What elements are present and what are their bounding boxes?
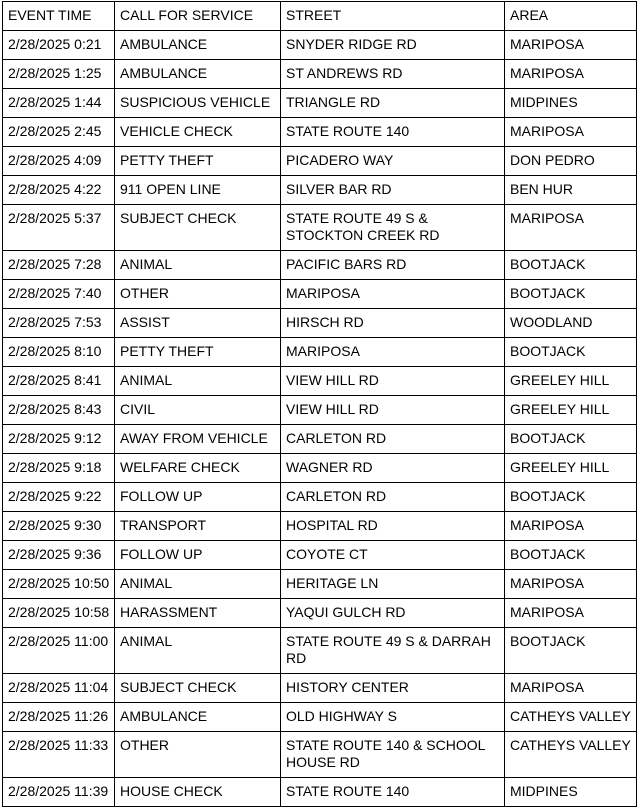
event-time-cell: 2/28/2025 1:44: [3, 89, 115, 118]
street-cell: STATE ROUTE 49 S & STOCKTON CREEK RD: [281, 205, 505, 251]
street-cell: STATE ROUTE 49 S & DARRAH RD: [281, 628, 505, 674]
area-cell: BOOTJACK: [505, 628, 637, 674]
call-for-service-cell: ASSIST: [115, 309, 281, 338]
table-row: [3, 31, 637, 60]
street-cell: TRIANGLE RD: [281, 89, 505, 118]
street-cell: HERITAGE LN: [281, 570, 505, 599]
call-for-service-cell: ANIMAL: [115, 628, 281, 674]
event-time-cell: 2/28/2025 9:18: [3, 454, 115, 483]
area-cell: MARIPOSA: [505, 599, 637, 628]
event-time-cell: 2/28/2025 9:36: [3, 541, 115, 570]
area-cell: GREELEY HILL: [505, 367, 637, 396]
table-row: [3, 147, 637, 176]
call-for-service-cell: PETTY THEFT: [115, 147, 281, 176]
table-row: [3, 118, 637, 147]
area-cell: WOODLAND: [505, 309, 637, 338]
call-for-service-cell: AMBULANCE: [115, 31, 281, 60]
area-cell: MIDPINES: [505, 778, 637, 807]
call-for-service-cell: SUSPICIOUS VEHICLE: [115, 89, 281, 118]
table-row: [3, 338, 637, 367]
call-for-service-cell: FOLLOW UP: [115, 541, 281, 570]
area-cell: BOOTJACK: [505, 483, 637, 512]
event-time-cell: 2/28/2025 11:04: [3, 674, 115, 703]
event-time-cell: 2/28/2025 8:10: [3, 338, 115, 367]
street-cell: CARLETON RD: [281, 425, 505, 454]
call-for-service-cell: VEHICLE CHECK: [115, 118, 281, 147]
area-cell: BOOTJACK: [505, 425, 637, 454]
street-cell: PICADERO WAY: [281, 147, 505, 176]
call-for-service-cell: SUBJECT CHECK: [115, 205, 281, 251]
street-cell: SILVER BAR RD: [281, 176, 505, 205]
area-cell: GREELEY HILL: [505, 454, 637, 483]
table-row: [3, 454, 637, 483]
street-cell: VIEW HILL RD: [281, 396, 505, 425]
street-cell: MARIPOSA: [281, 280, 505, 309]
event-time-cell: 2/28/2025 9:22: [3, 483, 115, 512]
area-cell: MARIPOSA: [505, 674, 637, 703]
call-for-service-cell: CIVIL: [115, 396, 281, 425]
area-cell: GREELEY HILL: [505, 396, 637, 425]
table-row: [3, 703, 637, 732]
event-time-cell: 2/28/2025 10:50: [3, 570, 115, 599]
call-for-service-cell: HARASSMENT: [115, 599, 281, 628]
call-for-service-cell: FOLLOW UP: [115, 483, 281, 512]
event-time-cell: 2/28/2025 9:30: [3, 512, 115, 541]
event-time-cell: 2/28/2025 4:09: [3, 147, 115, 176]
area-cell: BEN HUR: [505, 176, 637, 205]
area-cell: MARIPOSA: [505, 512, 637, 541]
header-area: AREA: [505, 2, 637, 31]
event-time-cell: 2/28/2025 8:41: [3, 367, 115, 396]
area-cell: MARIPOSA: [505, 118, 637, 147]
call-for-service-cell: HOUSE CHECK: [115, 778, 281, 807]
event-time-cell: 2/28/2025 11:39: [3, 778, 115, 807]
call-for-service-cell: AMBULANCE: [115, 60, 281, 89]
table-row: [3, 628, 637, 674]
call-for-service-cell: AWAY FROM VEHICLE: [115, 425, 281, 454]
street-cell: MARIPOSA: [281, 338, 505, 367]
call-for-service-cell: OTHER: [115, 732, 281, 778]
area-cell: MIDPINES: [505, 89, 637, 118]
event-time-cell: 2/28/2025 2:45: [3, 118, 115, 147]
street-cell: VIEW HILL RD: [281, 367, 505, 396]
table-row: [3, 205, 637, 251]
event-time-cell: 2/28/2025 0:21: [3, 31, 115, 60]
table-row: [3, 251, 637, 280]
street-cell: CARLETON RD: [281, 483, 505, 512]
street-cell: STATE ROUTE 140: [281, 778, 505, 807]
area-cell: BOOTJACK: [505, 251, 637, 280]
header-call-for-service: CALL FOR SERVICE: [115, 2, 281, 31]
street-cell: COYOTE CT: [281, 541, 505, 570]
event-time-cell: 2/28/2025 11:33: [3, 732, 115, 778]
street-cell: HISTORY CENTER: [281, 674, 505, 703]
table-row: [3, 396, 637, 425]
event-time-cell: 2/28/2025 11:26: [3, 703, 115, 732]
street-cell: SNYDER RIDGE RD: [281, 31, 505, 60]
area-cell: BOOTJACK: [505, 541, 637, 570]
table-row: [3, 280, 637, 309]
event-time-cell: 2/28/2025 7:53: [3, 309, 115, 338]
street-cell: HOSPITAL RD: [281, 512, 505, 541]
call-for-service-cell: ANIMAL: [115, 251, 281, 280]
call-for-service-cell: AMBULANCE: [115, 703, 281, 732]
call-for-service-cell: ANIMAL: [115, 570, 281, 599]
call-for-service-cell: 911 OPEN LINE: [115, 176, 281, 205]
area-cell: MARIPOSA: [505, 60, 637, 89]
table-row: [3, 367, 637, 396]
area-cell: CATHEYS VALLEY: [505, 732, 637, 778]
event-time-cell: 2/28/2025 1:25: [3, 60, 115, 89]
call-for-service-cell: SUBJECT CHECK: [115, 674, 281, 703]
table-row: [3, 512, 637, 541]
table-row: [3, 674, 637, 703]
street-cell: PACIFIC BARS RD: [281, 251, 505, 280]
call-for-service-cell: ANIMAL: [115, 367, 281, 396]
event-time-cell: 2/28/2025 11:00: [3, 628, 115, 674]
header-street: STREET: [281, 2, 505, 31]
event-time-cell: 2/28/2025 8:43: [3, 396, 115, 425]
call-for-service-cell: PETTY THEFT: [115, 338, 281, 367]
area-cell: CATHEYS VALLEY: [505, 703, 637, 732]
area-cell: BOOTJACK: [505, 338, 637, 367]
call-for-service-cell: WELFARE CHECK: [115, 454, 281, 483]
table-row: [3, 89, 637, 118]
event-time-cell: 2/28/2025 10:58: [3, 599, 115, 628]
event-time-cell: 2/28/2025 5:37: [3, 205, 115, 251]
table-row: [3, 599, 637, 628]
street-cell: WAGNER RD: [281, 454, 505, 483]
street-cell: OLD HIGHWAY S: [281, 703, 505, 732]
event-time-cell: 2/28/2025 4:22: [3, 176, 115, 205]
call-log-table: [2, 1, 637, 807]
event-time-cell: 2/28/2025 7:40: [3, 280, 115, 309]
table-row: [3, 60, 637, 89]
table-row: [3, 309, 637, 338]
street-cell: HIRSCH RD: [281, 309, 505, 338]
street-cell: STATE ROUTE 140 & SCHOOL HOUSE RD: [281, 732, 505, 778]
event-time-cell: 2/28/2025 7:28: [3, 251, 115, 280]
area-cell: MARIPOSA: [505, 205, 637, 251]
call-for-service-cell: OTHER: [115, 280, 281, 309]
header-row: [3, 2, 637, 31]
area-cell: BOOTJACK: [505, 280, 637, 309]
table-row: [3, 778, 637, 807]
table-row: [3, 425, 637, 454]
area-cell: MARIPOSA: [505, 31, 637, 60]
table-row: [3, 732, 637, 778]
header-event-time: EVENT TIME: [3, 2, 115, 31]
area-cell: DON PEDRO: [505, 147, 637, 176]
table-row: [3, 483, 637, 512]
event-time-cell: 2/28/2025 9:12: [3, 425, 115, 454]
call-for-service-cell: TRANSPORT: [115, 512, 281, 541]
street-cell: STATE ROUTE 140: [281, 118, 505, 147]
street-cell: ST ANDREWS RD: [281, 60, 505, 89]
table-row: [3, 176, 637, 205]
area-cell: MARIPOSA: [505, 570, 637, 599]
street-cell: YAQUI GULCH RD: [281, 599, 505, 628]
table-row: [3, 570, 637, 599]
table-row: [3, 541, 637, 570]
